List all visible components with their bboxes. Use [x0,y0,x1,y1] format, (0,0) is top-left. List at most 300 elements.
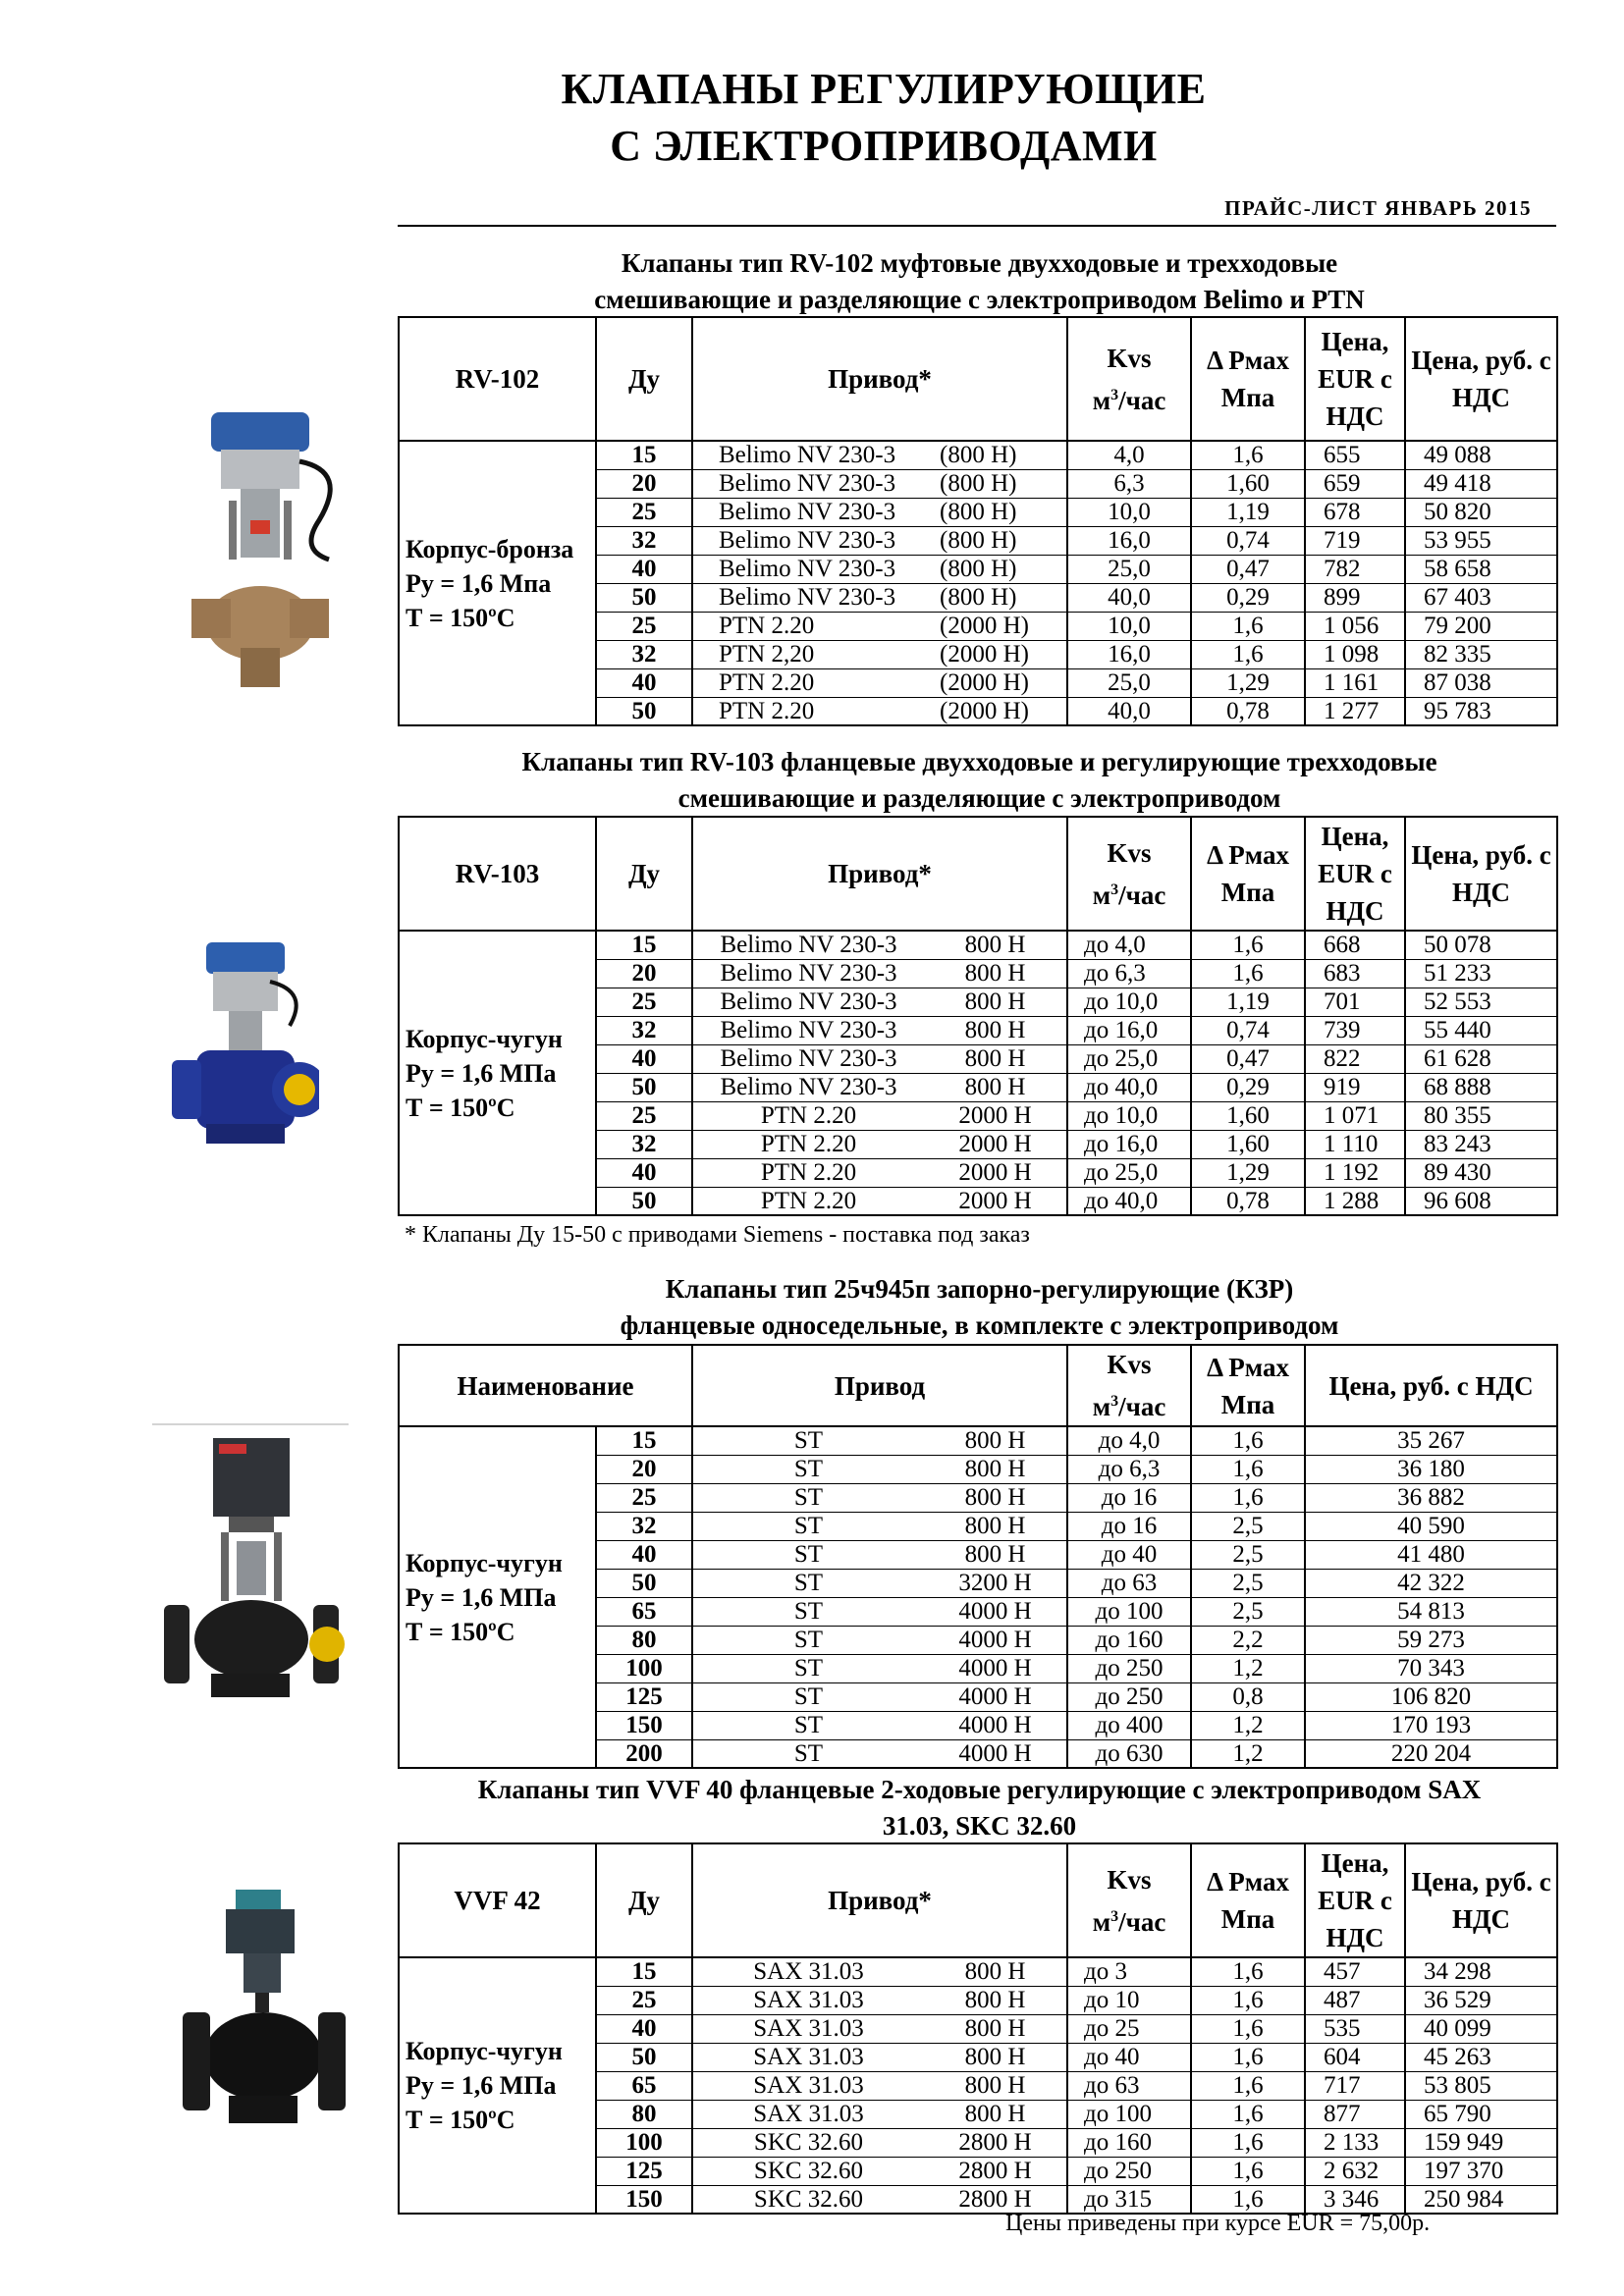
kvs-cell: 10,0 [1067,498,1191,526]
drive-cell: ST [692,1569,924,1597]
valve-bronze-belimo-image [182,402,349,697]
rv103-caption-line-2: смешивающие и разделяющие с электроприводом [677,783,1281,813]
rub-price-cell: 87 038 [1405,668,1557,697]
kvs-cell: 25,0 [1067,668,1191,697]
dp-cell: 2,5 [1191,1512,1305,1540]
rv102-caption [353,245,1605,318]
force-cell: 800 Н [924,1512,1067,1540]
eur-price-cell: 683 [1305,959,1405,988]
kvs-cell: до 40,0 [1067,1187,1191,1215]
force-cell: 800 Н [924,1957,1067,1986]
force-cell: (2000 Н) [924,612,1067,640]
vvf-header-row [399,1843,1557,1957]
dp-cell: 0,8 [1191,1682,1305,1711]
eur-price-cell: 899 [1305,583,1405,612]
force-cell: 4000 Н [924,1626,1067,1654]
kvs-unit-suffix: /час [1118,1906,1166,1937]
kvs-cell: до 16,0 [1067,1016,1191,1044]
page-title [393,61,1375,175]
kvs-cell: до 40,0 [1067,1073,1191,1101]
rv103-header-rub: Цена, руб. с НДС [1405,817,1557,931]
kvs-cell: 6,3 [1067,469,1191,498]
force-cell: 4000 Н [924,1739,1067,1768]
kvs-cell: до 6,3 [1067,959,1191,988]
rub-price-cell: 40 590 [1305,1512,1557,1540]
force-cell: 800 Н [924,1426,1067,1455]
kvs-cell: до 250 [1067,2157,1191,2185]
rv103-header-model: RV-103 [399,817,596,931]
siemens-note: * Клапаны Ду 15-50 с приводами Siemens - поставка под заказ [405,1222,1030,1248]
kvs-cell: до 250 [1067,1654,1191,1682]
drive-cell: ST [692,1682,924,1711]
rv103-header-dn: Ду [596,817,692,931]
dp-cell: 1,6 [1191,1455,1305,1483]
rv103-header-eur: Цена, EUR с НДС [1305,817,1405,931]
drive-cell: SAX 31.03 [692,2100,924,2128]
force-cell: (2000 Н) [924,640,1067,668]
rub-price-cell: 80 355 [1405,1101,1557,1130]
kvs-cell: 16,0 [1067,640,1191,668]
rub-price-cell: 220 204 [1305,1739,1557,1768]
eur-price-cell: 2 133 [1305,2128,1405,2157]
rv102-caption-line-1: Клапаны тип RV-102 муфтовые двухходовые и трехходовые [621,248,1338,278]
kzr-body [399,1426,1557,1768]
vvf-body-spec-line-2: Ру = 1,6 МПа [406,2071,557,2100]
rub-price-cell: 68 888 [1405,1073,1557,1101]
drive-cell: SAX 31.03 [692,1986,924,2014]
dp-cell: 1,6 [1191,931,1305,959]
eur-price-cell: 1 110 [1305,1130,1405,1158]
valve-black-flanged-sax-image [175,1885,361,2140]
force-cell: 800 Н [924,988,1067,1016]
dn-cell: 80 [596,2100,692,2128]
rv102-header-dp [1191,317,1305,441]
eur-price-cell: 2 632 [1305,2157,1405,2185]
eur-price-cell: 1 071 [1305,1101,1405,1130]
rv103-body-spec-line-1: Корпус-чугун [406,1024,563,1053]
rub-price-cell: 67 403 [1405,583,1557,612]
kzr-body-spec-line-2: Ру = 1,6 МПа [406,1582,557,1612]
dp-cell: 1,29 [1191,1158,1305,1187]
drive-cell: Belimo NV 230-3 [692,1044,924,1073]
dp-cell: 1,2 [1191,1739,1305,1768]
eur-price-cell: 604 [1305,2043,1405,2071]
rv103-caption-line-1: Клапаны тип RV-103 фланцевые двухходовые и регулирующие трехходовые [521,747,1437,776]
rub-price-cell: 55 440 [1405,1016,1557,1044]
rv103-header-kvs: Kvs $м^3$/час [1067,817,1191,931]
rub-price-cell: 36 180 [1305,1455,1557,1483]
kvs-label: Kvs [1107,1864,1152,1895]
drive-cell: SAX 31.03 [692,1957,924,1986]
eur-price-cell: 719 [1305,526,1405,555]
valve-black-flanged-st-image [152,1418,349,1713]
kvs-unit-suffix: /час [1118,880,1166,910]
force-cell: (800 Н) [924,555,1067,583]
kvs-cell: до 160 [1067,1626,1191,1654]
dn-cell: 15 [596,931,692,959]
force-cell: 2000 Н [924,1187,1067,1215]
rv102-body-spec-line-2: Ру = 1,6 Мпа [406,568,552,598]
kvs-cell: до 4,0 [1067,1426,1191,1455]
kzr-header-price: Цена, руб. с НДС [1305,1345,1557,1426]
dn-cell: 40 [596,2014,692,2043]
dn-cell: 25 [596,1101,692,1130]
dp-cell: 0,29 [1191,583,1305,612]
dn-cell: 20 [596,959,692,988]
drive-cell: ST [692,1540,924,1569]
rub-price-cell: 53 955 [1405,526,1557,555]
rv102-header-rub: Цена, руб. с НДС [1405,317,1557,441]
eur-price-cell: 659 [1305,469,1405,498]
force-cell: 2800 Н [924,2157,1067,2185]
drive-cell: SKC 32.60 [692,2185,924,2214]
drive-cell: Belimo NV 230-3 [692,555,924,583]
rub-price-cell: 52 553 [1405,988,1557,1016]
kvs-cell: до 630 [1067,1739,1191,1768]
dp-cell: 1,6 [1191,1957,1305,1986]
drive-cell: PTN 2.20 [692,1130,924,1158]
kvs-cell: до 40 [1067,1540,1191,1569]
rv103-body-spec-line-3: Т = 150ºС [406,1093,515,1122]
drive-cell: PTN 2.20 [692,697,924,725]
rv103-caption [353,744,1605,817]
kvs-cell: до 4,0 [1067,931,1191,959]
kvs-cell: до 63 [1067,2071,1191,2100]
kzr-header-name: Наименование [399,1345,692,1426]
drive-cell: SKC 32.60 [692,2157,924,2185]
kvs-cell: до 315 [1067,2185,1191,2214]
dp-label: Δ Pмах [1207,840,1289,870]
dn-cell: 15 [596,441,692,469]
rv102-header-row [399,317,1557,441]
eur-price-cell: 782 [1305,555,1405,583]
rub-price-cell: 197 370 [1405,2157,1557,2185]
header-rule [398,225,1556,227]
dn-cell: 25 [596,1986,692,2014]
kzr-body-spec-line-3: Т = 150ºС [406,1617,515,1646]
force-cell: 2800 Н [924,2185,1067,2214]
dp-cell: 1,19 [1191,988,1305,1016]
rub-price-cell: 79 200 [1405,612,1557,640]
dp-cell: 1,6 [1191,1986,1305,2014]
kvs-cell: до 25 [1067,2014,1191,2043]
rv102-header-drive: Привод* [692,317,1067,441]
dp-cell: 1,6 [1191,612,1305,640]
kvs-unit: м [1092,1906,1111,1937]
rv102-row [399,441,1557,469]
vvf-header-drive: Привод* [692,1843,1067,1957]
dp-label: Δ Pмах [1207,1352,1289,1382]
rub-price-cell: 49 088 [1405,441,1557,469]
drive-cell: PTN 2.20 [692,1187,924,1215]
dn-cell: 40 [596,1158,692,1187]
dn-cell: 25 [596,498,692,526]
kvs-cell: до 16,0 [1067,1130,1191,1158]
dn-cell: 100 [596,1654,692,1682]
kvs-cell: до 160 [1067,2128,1191,2157]
dn-cell: 50 [596,1073,692,1101]
drive-cell: Belimo NV 230-3 [692,441,924,469]
kvs-cell: до 16 [1067,1512,1191,1540]
kvs-unit-suffix: /час [1118,1392,1166,1421]
dp-cell: 2,5 [1191,1569,1305,1597]
vvf-body-spec-line-1: Корпус-чугун [406,2037,563,2065]
force-cell: 4000 Н [924,1654,1067,1682]
kvs-cell: до 6,3 [1067,1455,1191,1483]
dn-cell: 40 [596,555,692,583]
vvf-header-dn: Ду [596,1843,692,1957]
drive-cell: PTN 2.20 [692,612,924,640]
kvs-cell: до 16 [1067,1483,1191,1512]
dn-cell: 20 [596,1455,692,1483]
dn-cell: 32 [596,526,692,555]
force-cell: 2000 Н [924,1158,1067,1187]
drive-cell: ST [692,1455,924,1483]
drive-cell: ST [692,1426,924,1455]
kzr-header-row [399,1345,1557,1426]
vvf-table [398,1842,1558,2215]
kzr-caption [353,1271,1605,1344]
eur-price-cell: 877 [1305,2100,1405,2128]
vvf-body [399,1957,1557,2214]
kvs-cell: 4,0 [1067,441,1191,469]
kvs-label: Kvs [1107,1350,1152,1379]
dn-cell: 50 [596,1187,692,1215]
kzr-table [398,1344,1558,1769]
kvs-cell: 25,0 [1067,555,1191,583]
rub-price-cell: 89 430 [1405,1158,1557,1187]
eur-price-cell: 717 [1305,2071,1405,2100]
force-cell: 800 Н [924,1986,1067,2014]
kvs-cell: 40,0 [1067,697,1191,725]
rv102-header-model: RV-102 [399,317,596,441]
rv103-header-drive: Привод* [692,817,1067,931]
dp-cell: 1,6 [1191,2014,1305,2043]
dp-cell: 1,60 [1191,1130,1305,1158]
kvs-unit: м [1092,880,1111,910]
rv103-body [399,931,1557,1215]
dn-cell: 50 [596,1569,692,1597]
force-cell: 800 Н [924,1483,1067,1512]
force-cell: 800 Н [924,2071,1067,2100]
force-cell: 800 Н [924,2100,1067,2128]
force-cell: (800 Н) [924,469,1067,498]
force-cell: 4000 Н [924,1597,1067,1626]
dn-cell: 32 [596,1016,692,1044]
rub-price-cell: 42 322 [1305,1569,1557,1597]
kvs-cell: 40,0 [1067,583,1191,612]
vvf-row [399,1957,1557,1986]
rub-price-cell: 250 984 [1405,2185,1557,2214]
kzr-header-dp [1191,1345,1305,1426]
eur-price-cell: 457 [1305,1957,1405,1986]
drive-cell: SAX 31.03 [692,2043,924,2071]
vvf-header-dp [1191,1843,1305,1957]
dn-cell: 40 [596,1044,692,1073]
force-cell: 2000 Н [924,1101,1067,1130]
drive-cell: Belimo NV 230-3 [692,1016,924,1044]
force-cell: 2800 Н [924,2128,1067,2157]
force-cell: (2000 Н) [924,668,1067,697]
kvs-cell: до 10,0 [1067,988,1191,1016]
dp-cell: 1,19 [1191,498,1305,526]
drive-cell: ST [692,1597,924,1626]
dn-cell: 65 [596,2071,692,2100]
dn-cell: 20 [596,469,692,498]
dp-cell: 1,6 [1191,2043,1305,2071]
eur-price-cell: 739 [1305,1016,1405,1044]
eur-price-cell: 678 [1305,498,1405,526]
dn-cell: 25 [596,612,692,640]
dp-cell: 0,29 [1191,1073,1305,1101]
dp-cell: 1,6 [1191,441,1305,469]
rub-price-cell: 50 078 [1405,931,1557,959]
dp-unit: Мпа [1220,1389,1275,1419]
rub-price-cell: 96 608 [1405,1187,1557,1215]
rv102-body-spec-line-3: Т = 150ºС [406,603,515,632]
drive-cell: Belimo NV 230-3 [692,583,924,612]
force-cell: 800 Н [924,1016,1067,1044]
dp-label: Δ Pмах [1207,1867,1289,1896]
drive-cell: Belimo NV 230-3 [692,469,924,498]
vvf-caption-line-2: 31.03, SKC 32.60 [882,1811,1077,1841]
kvs-label: Kvs [1107,837,1152,868]
vvf-header-model: VVF 42 [399,1843,596,1957]
vvf-caption-line-1: Клапаны тип VVF 40 фланцевые 2-ходовые регулирующие с электроприводом SAX [477,1775,1482,1804]
dp-cell: 1,6 [1191,1483,1305,1512]
rub-price-cell: 61 628 [1405,1044,1557,1073]
kvs-unit: м [1092,1392,1111,1421]
kvs-cell: до 40 [1067,2043,1191,2071]
vvf-body-spec [399,1957,596,2214]
rub-price-cell: 70 343 [1305,1654,1557,1682]
force-cell: 800 Н [924,959,1067,988]
rv102-table [398,316,1558,726]
valve-blue-flanged-belimo-image [162,937,319,1163]
rub-price-cell: 45 263 [1405,2043,1557,2071]
rub-price-cell: 36 529 [1405,1986,1557,2014]
rv102-header-kvs: Kvs $м^3$/час [1067,317,1191,441]
rv103-body-spec-line-2: Ру = 1,6 МПа [406,1058,557,1088]
drive-cell: Belimo NV 230-3 [692,988,924,1016]
drive-cell: ST [692,1711,924,1739]
kzr-row [399,1426,1557,1455]
rv102-header-eur: Цена, EUR с НДС [1305,317,1405,441]
dn-cell: 40 [596,1540,692,1569]
kzr-body-spec-line-1: Корпус-чугун [406,1548,563,1577]
drive-cell: SKC 32.60 [692,2128,924,2157]
dp-cell: 0,78 [1191,1187,1305,1215]
kvs-cell: до 10 [1067,1986,1191,2014]
rub-price-cell: 41 480 [1305,1540,1557,1569]
dp-cell: 2,5 [1191,1540,1305,1569]
dn-cell: 40 [596,668,692,697]
dp-label: Δ Pмах [1207,346,1289,375]
dn-cell: 100 [596,2128,692,2157]
rub-price-cell: 159 949 [1405,2128,1557,2157]
dn-cell: 25 [596,988,692,1016]
force-cell: (800 Н) [924,526,1067,555]
rv103-table [398,816,1558,1216]
dp-unit: Мпа [1220,1904,1275,1934]
rub-price-cell: 58 658 [1405,555,1557,583]
drive-cell: PTN 2.20 [692,1158,924,1187]
rv102-caption-line-2: смешивающие и разделяющие с электроприводом Belimo и PTN [594,285,1365,314]
force-cell: 800 Н [924,1044,1067,1073]
dn-cell: 150 [596,1711,692,1739]
force-cell: 800 Н [924,931,1067,959]
dp-cell: 1,2 [1191,1711,1305,1739]
dp-cell: 1,6 [1191,2100,1305,2128]
dp-cell: 0,74 [1191,1016,1305,1044]
rub-price-cell: 36 882 [1305,1483,1557,1512]
eur-price-cell: 1 277 [1305,697,1405,725]
kvs-cell: до 3 [1067,1957,1191,1986]
dp-cell: 1,6 [1191,2157,1305,2185]
dp-cell: 0,47 [1191,555,1305,583]
drive-cell: Belimo NV 230-3 [692,931,924,959]
kzr-header-kvs: Kvs $м^3$/час [1067,1345,1191,1426]
kvs-cell: до 10,0 [1067,1101,1191,1130]
eur-price-cell: 822 [1305,1044,1405,1073]
rub-price-cell: 34 298 [1405,1957,1557,1986]
vvf-header-eur: Цена, EUR с НДС [1305,1843,1405,1957]
dp-cell: 2,2 [1191,1626,1305,1654]
drive-cell: Belimo NV 230-3 [692,526,924,555]
dp-cell: 1,6 [1191,959,1305,988]
kvs-label: Kvs [1107,343,1152,373]
drive-cell: PTN 2.20 [692,668,924,697]
kvs-unit: м [1092,385,1111,415]
rv102-body [399,441,1557,725]
dp-cell: 1,60 [1191,469,1305,498]
eur-price-cell: 1 056 [1305,612,1405,640]
force-cell: 4000 Н [924,1711,1067,1739]
force-cell: 800 Н [924,1455,1067,1483]
rub-price-cell: 59 273 [1305,1626,1557,1654]
title-line-1: КЛАПАНЫ РЕГУЛИРУЮЩИЕ [561,65,1207,113]
dn-cell: 50 [596,697,692,725]
drive-cell: Belimo NV 230-3 [692,1073,924,1101]
force-cell: (800 Н) [924,441,1067,469]
eur-price-cell: 487 [1305,1986,1405,2014]
dn-cell: 150 [596,2185,692,2214]
kvs-cell: 16,0 [1067,526,1191,555]
dn-cell: 50 [596,583,692,612]
rub-price-cell: 95 783 [1405,697,1557,725]
kvs-cell: до 250 [1067,1682,1191,1711]
dp-cell: 1,6 [1191,1426,1305,1455]
rv103-row [399,931,1557,959]
vvf-header-rub: Цена, руб. с НДС [1405,1843,1557,1957]
eur-price-cell: 668 [1305,931,1405,959]
drive-cell: Belimo NV 230-3 [692,959,924,988]
drive-cell: ST [692,1654,924,1682]
dp-unit: Мпа [1220,383,1275,412]
rub-price-cell: 83 243 [1405,1130,1557,1158]
eur-price-cell: 919 [1305,1073,1405,1101]
kvs-cell: 10,0 [1067,612,1191,640]
eur-price-cell: 1 161 [1305,668,1405,697]
rv103-header-row [399,817,1557,931]
kvs-cell: до 25,0 [1067,1044,1191,1073]
force-cell: 4000 Н [924,1682,1067,1711]
kvs-cell: до 63 [1067,1569,1191,1597]
currency-note: Цены приведены при курсе EUR = 75,00р. [1005,2211,1431,2236]
drive-cell: SAX 31.03 [692,2071,924,2100]
eur-price-cell: 1 192 [1305,1158,1405,1187]
rub-price-cell: 65 790 [1405,2100,1557,2128]
